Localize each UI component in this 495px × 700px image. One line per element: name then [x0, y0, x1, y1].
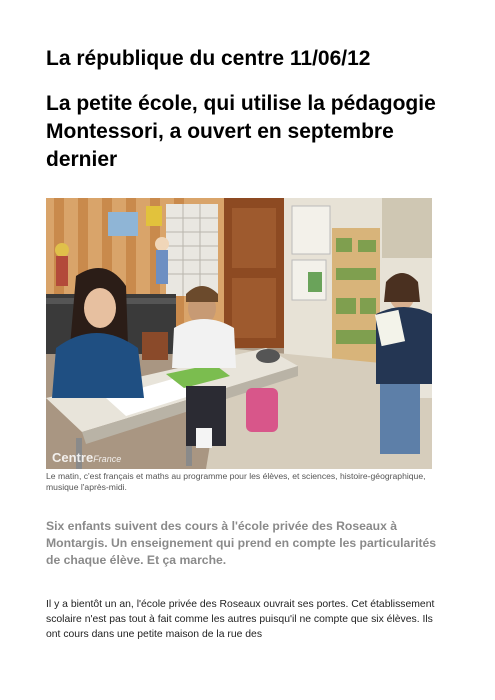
article-body: Il y a bientôt un an, l'école privée des Roseaux ouvrait ses portes. Cet établissement scolaire n'est pas tout à fait comme les autres puisqu'il ne compte que six élèves. Ils ont cours dans une petite maison de la rue des: [46, 599, 435, 640]
watermark-sub: France: [93, 454, 122, 464]
article-headline: La petite école, qui utilise la pédagogie Montessori, a ouvert en septembre dernier: [46, 92, 436, 171]
photo-watermark: [52, 450, 121, 465]
article-lead: Six enfants suivent des cours à l'école privée des Roseaux à Montargis. Un enseignement qui prend en compte les particularités de chaque élève. Et ça marche.: [46, 519, 437, 567]
article-photo: [46, 198, 432, 469]
masthead: La république du centre 11/06/12: [46, 47, 371, 70]
classroom-photo-illustration: [46, 198, 432, 469]
photo-caption: Le matin, c'est français et maths au programme pour les élèves, et sciences, histoire-géographique, musique l'après-midi.: [46, 471, 426, 492]
watermark-main: Centre: [52, 450, 94, 465]
